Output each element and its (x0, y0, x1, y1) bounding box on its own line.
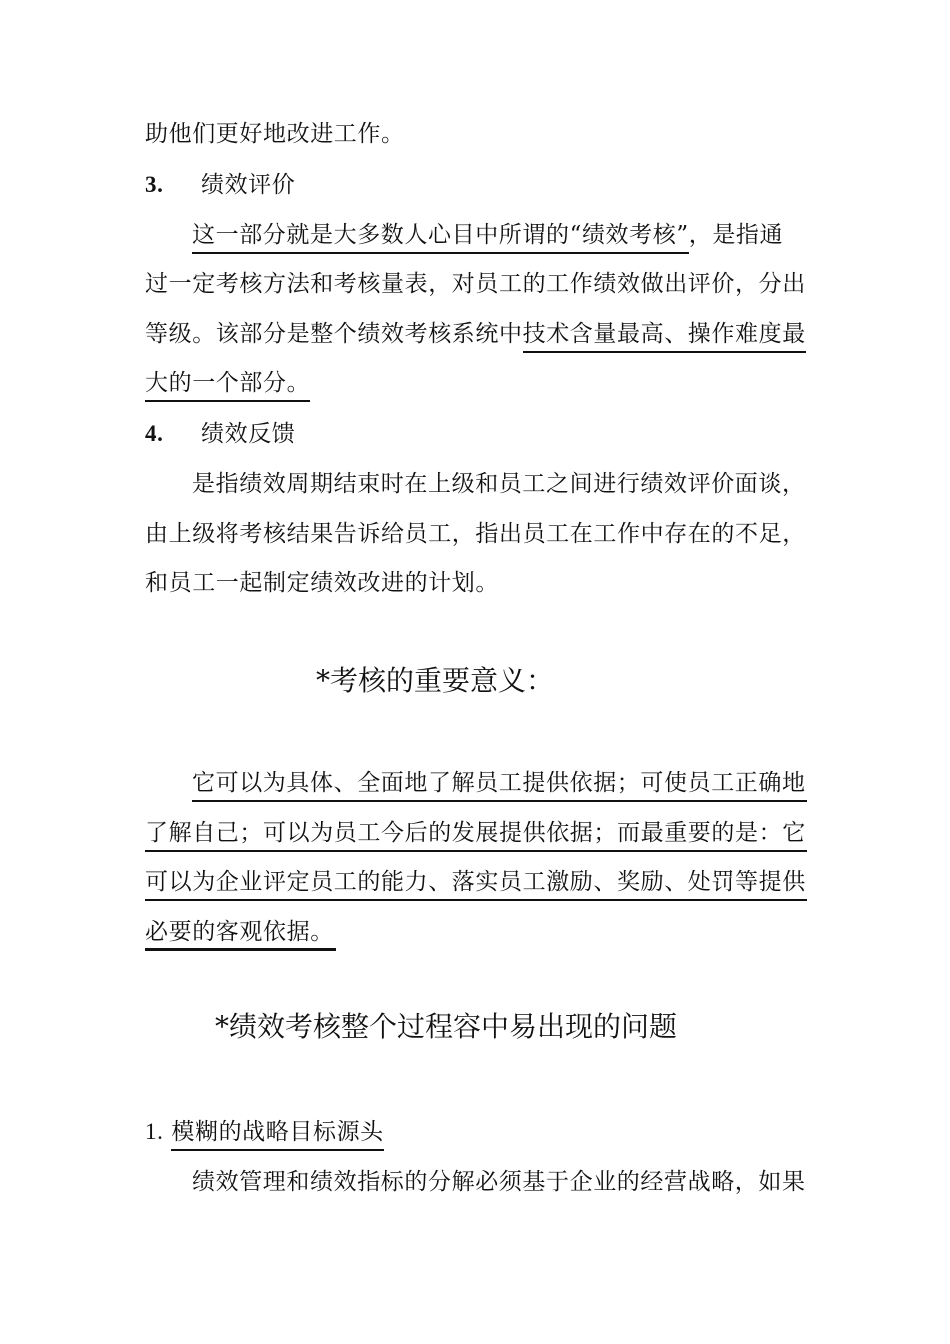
paragraph-line (145, 319, 806, 349)
underlined-text: 大的一个部分。 (145, 370, 310, 402)
paragraph-line: 和员工一起制定绩效改进的计划。 (145, 570, 499, 596)
section-heading: *绩效考核整个过程容中易出现的问题 (215, 1010, 678, 1043)
text-span: 等级。该部分是整个绩效考核系统中 (145, 321, 523, 347)
text-span: 必要的客观依据。 (145, 919, 334, 945)
paragraph-line (145, 917, 334, 947)
list-item-heading (145, 1117, 384, 1147)
text-span: 可以为企业评定员工的能力、落实员工激励、奖励、处罚等提供 (145, 869, 806, 895)
underline-rule (145, 850, 807, 852)
paragraph-line: 是指绩效周期结束时在上级和员工之间进行绩效评价面谈， (192, 471, 806, 497)
paragraph-line (145, 368, 310, 398)
section-heading: *考核的重要意义： (316, 664, 555, 697)
underlined-text: 模糊的战略目标源头 (171, 1119, 383, 1151)
list-item-heading (145, 170, 295, 200)
list-title: 绩效反馈 (201, 421, 296, 447)
underlined-text: 技术含量最高、操作难度最 (523, 321, 806, 353)
underline-rule (145, 899, 807, 901)
text-span: ，是指通 (688, 222, 784, 248)
list-number: 1. (145, 1119, 164, 1144)
list-title: 绩效评价 (201, 172, 296, 198)
list-number: 4. (145, 421, 164, 446)
paragraph-line (192, 768, 806, 798)
paragraph-line (145, 818, 806, 848)
text-span: 它可以为具体、全面地了解员工提供依据；可使员工正确地 (192, 770, 806, 796)
text-span: 了解自己；可以为员工今后的发展提供依据；而最重要的是：它 (145, 820, 806, 846)
underline-rule (145, 948, 336, 951)
paragraph-line: 助他们更好地改进工作。 (145, 121, 405, 147)
list-item-heading (145, 419, 295, 449)
paragraph-line: 由上级将考核结果告诉给员工，指出员工在工作中存在的不足， (145, 521, 806, 547)
list-number: 3. (145, 172, 164, 197)
underline-rule (192, 800, 807, 802)
paragraph-line (192, 220, 783, 250)
paragraph-line: 绩效管理和绩效指标的分解必须基于企业的经营战略，如果 (192, 1169, 806, 1195)
paragraph-line (145, 867, 806, 897)
underlined-text: 这一部分就是大多数人心目中所谓的“绩效考核” (192, 222, 689, 254)
paragraph-line: 过一定考核方法和考核量表，对员工的工作绩效做出评价，分出 (145, 271, 806, 297)
